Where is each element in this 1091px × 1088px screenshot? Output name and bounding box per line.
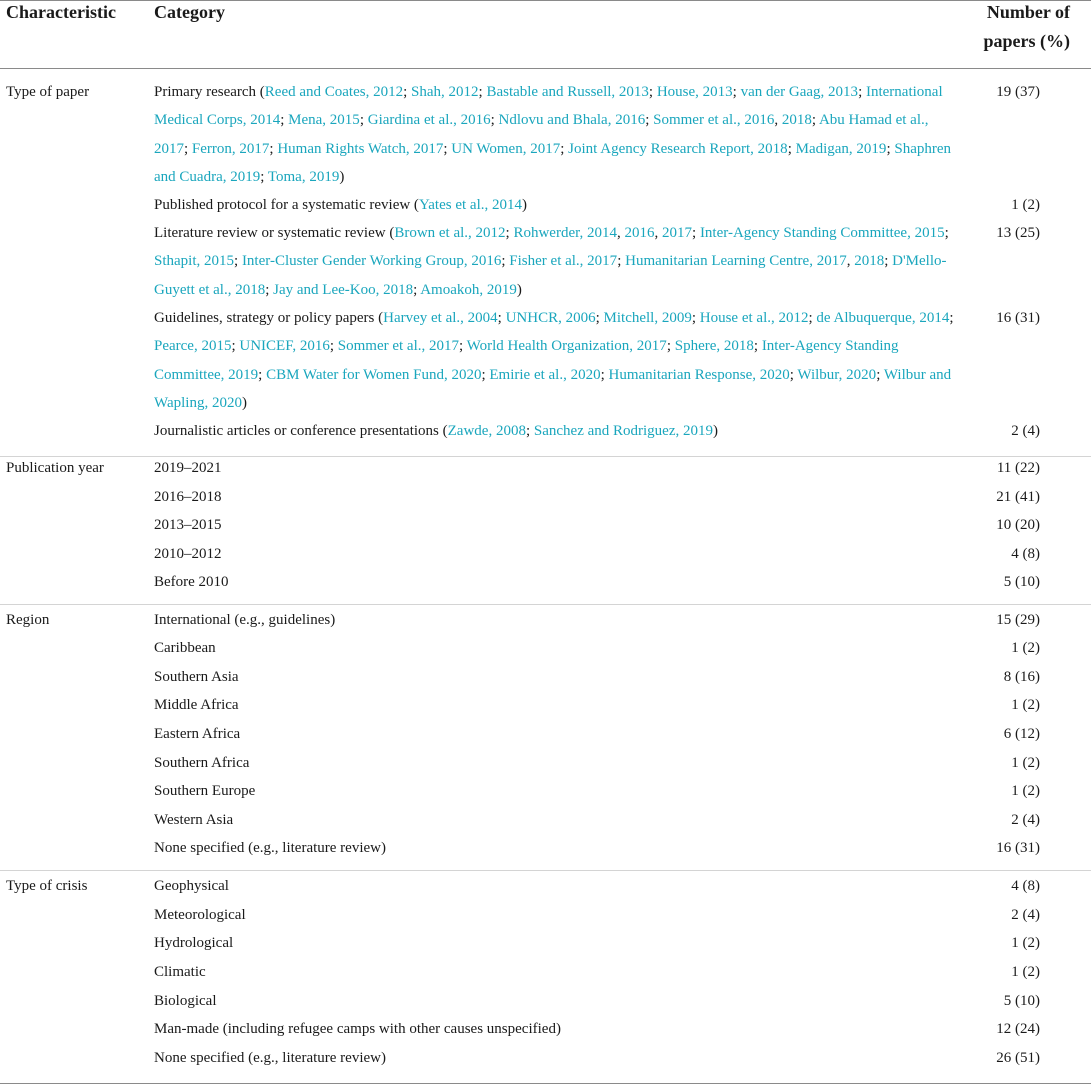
category-text: ; xyxy=(413,281,421,298)
count-cell: 4 (8) xyxy=(1011,878,1040,894)
category-cell xyxy=(154,777,954,805)
category-text: Biological xyxy=(154,993,217,1009)
category-text: ) xyxy=(339,169,345,186)
category-text: 2016–2018 xyxy=(154,489,222,505)
count-cell: 4 (8) xyxy=(1011,546,1040,562)
reference-link[interactable]: van der Gaag, 2013 xyxy=(740,84,859,100)
reference-link[interactable]: Madigan, 2019 xyxy=(795,140,887,157)
category-text: , xyxy=(617,225,625,241)
category-text: , xyxy=(846,253,855,270)
category-cell xyxy=(154,568,954,596)
reference-link[interactable]: Rohwerder, 2014 xyxy=(513,225,618,241)
category-cell xyxy=(154,872,954,900)
reference-link[interactable]: Amoakoh, 2019 xyxy=(420,281,517,298)
reference-link[interactable]: Shah, 2012 xyxy=(411,84,479,100)
category-text: 2010–2012 xyxy=(154,546,222,562)
category-text: ; xyxy=(234,253,242,270)
reference-link[interactable]: House, 2013 xyxy=(656,84,733,100)
category-cell xyxy=(154,1015,954,1043)
reference-link[interactable]: UNICEF, 2016 xyxy=(239,338,330,355)
reference-link[interactable]: Emirie et al., 2020 xyxy=(489,366,601,383)
count-cell: 8 (16) xyxy=(1003,669,1040,685)
count-cell: 1 (2) xyxy=(1011,197,1040,213)
count-cell: 16 (31) xyxy=(996,840,1040,856)
category-text: 2019–2021 xyxy=(154,460,222,476)
category-text: ; xyxy=(666,338,675,355)
count-cell: 12 (24) xyxy=(996,1021,1040,1037)
category-text: ; xyxy=(645,112,654,129)
reference-link[interactable]: Reed and Coates, 2012 xyxy=(264,84,404,100)
count-cell: 1 (2) xyxy=(1011,640,1040,656)
category-text: Eastern Africa xyxy=(154,726,241,742)
reference-link[interactable]: Inter-Agency Standing Committee, 2015 xyxy=(699,225,945,241)
category-text: ; xyxy=(811,112,819,129)
category-text: ; xyxy=(269,140,278,157)
section-divider xyxy=(0,870,1091,871)
category-text: Climatic xyxy=(154,964,206,980)
category-text: Middle Africa xyxy=(154,697,239,713)
category-cell xyxy=(154,454,954,482)
category-text: Before 2010 xyxy=(154,574,229,590)
header-count-line1: Number of xyxy=(986,2,1070,22)
reference-link[interactable]: UN Women, 2017 xyxy=(451,140,561,157)
category-text: ; xyxy=(560,140,569,157)
category-text: ; xyxy=(231,338,240,355)
category-text: Southern Asia xyxy=(154,669,239,685)
category-text: ; xyxy=(359,112,368,129)
reference-link[interactable]: Human Rights Watch, 2017 xyxy=(277,140,444,157)
header-count-line2: papers (%) xyxy=(983,31,1070,51)
count-cell: 2 (4) xyxy=(1011,907,1040,923)
category-text: ; xyxy=(949,310,954,326)
reference-link[interactable]: Pearce, 2015 xyxy=(154,338,232,355)
category-cell xyxy=(154,483,954,511)
category-text: ; xyxy=(481,366,490,383)
characteristic-cell: Region xyxy=(6,612,50,628)
category-text: Caribbean xyxy=(154,640,216,656)
reference-link[interactable]: Wilbur and Wapling, 2020 xyxy=(154,366,952,412)
reference-link[interactable]: Toma, 2019 xyxy=(267,169,340,186)
category-text: ; xyxy=(505,225,514,241)
reference-link[interactable]: Bastable and Russell, 2013 xyxy=(486,84,649,100)
reference-link[interactable]: 2018 xyxy=(781,112,812,129)
category-cell xyxy=(154,929,954,957)
header-characteristic: Characteristic xyxy=(6,2,116,22)
category-text: International (e.g., guidelines) xyxy=(154,612,336,628)
category-text: ; xyxy=(329,338,338,355)
reference-link[interactable]: Fisher et al., 2017 xyxy=(509,253,618,270)
category-text: 2013–2015 xyxy=(154,517,222,533)
category-cell xyxy=(154,663,954,691)
count-cell: 1 (2) xyxy=(1011,697,1040,713)
category-text: None specified (e.g., literature review) xyxy=(154,1050,386,1066)
category-text: Primary research ( xyxy=(154,84,265,100)
category-text: ; xyxy=(944,225,949,241)
reference-link[interactable]: Sthapit, 2015 xyxy=(154,253,235,270)
category-text: ; xyxy=(265,281,274,298)
reference-link[interactable]: Mitchell, 2009 xyxy=(603,310,692,326)
category-cell xyxy=(154,219,954,304)
count-cell: 16 (31) xyxy=(996,310,1040,326)
count-cell: 1 (2) xyxy=(1011,783,1040,799)
count-cell: 15 (29) xyxy=(996,612,1040,628)
reference-link[interactable]: Sommer et al., 2017 xyxy=(337,338,460,355)
category-text: ; xyxy=(258,366,267,383)
count-cell: 1 (2) xyxy=(1011,935,1040,951)
reference-link[interactable]: Zawde, 2008 xyxy=(447,423,526,439)
category-cell xyxy=(154,634,954,662)
count-cell: 2 (4) xyxy=(1011,423,1040,439)
category-text: ; xyxy=(459,338,467,355)
reference-link[interactable]: 2018 xyxy=(854,253,885,270)
count-cell: 5 (10) xyxy=(1003,574,1040,590)
category-text: ; xyxy=(443,140,452,157)
reference-link[interactable]: Brown et al., 2012 xyxy=(394,225,506,241)
count-cell: 21 (41) xyxy=(996,489,1040,505)
reference-link[interactable]: Ndlovu and Bhala, 2016 xyxy=(498,112,646,129)
reference-link[interactable]: Sanchez and Rodriguez, 2019 xyxy=(533,423,713,439)
category-text: ; xyxy=(184,140,192,157)
count-cell: 1 (2) xyxy=(1011,964,1040,980)
category-text: Southern Europe xyxy=(154,783,256,799)
count-cell: 2 (4) xyxy=(1011,812,1040,828)
reference-link[interactable]: Inter-Agency Standing Committee, 2019 xyxy=(154,338,899,383)
category-text: ; xyxy=(617,253,626,270)
category-text: ) xyxy=(241,395,247,412)
category-text: Meteorological xyxy=(154,907,246,923)
category-text: ; xyxy=(501,253,510,270)
reference-link[interactable]: Sommer et al., 2016 xyxy=(653,112,775,129)
reference-link[interactable]: D'Mello-Guyett et al., 2018 xyxy=(154,253,947,298)
section-divider xyxy=(0,456,1091,457)
reference-link[interactable]: House et al., 2012 xyxy=(699,310,809,326)
reference-link[interactable]: Jay and Lee-Koo, 2018 xyxy=(273,281,414,298)
category-cell xyxy=(154,834,954,862)
reference-link[interactable]: Shaphren and Cuadra, 2019 xyxy=(154,140,952,186)
reference-link[interactable]: Mena, 2015 xyxy=(288,112,360,129)
category-text: ; xyxy=(886,140,895,157)
category-cell xyxy=(154,191,954,219)
reference-link[interactable]: International Medical Corps, 2014 xyxy=(154,84,943,129)
category-text: ; xyxy=(753,338,762,355)
category-cell xyxy=(154,511,954,539)
category-text: Southern Africa xyxy=(154,755,250,771)
category-text: ; xyxy=(525,423,534,439)
category-text: ; xyxy=(403,84,412,100)
count-cell: 5 (10) xyxy=(1003,993,1040,1009)
reference-link[interactable]: Yates et al., 2014 xyxy=(418,197,522,213)
category-text: , xyxy=(774,112,782,129)
reference-link[interactable]: UNHCR, 2006 xyxy=(505,310,596,326)
header-bottom-rule xyxy=(0,68,1091,69)
reference-link[interactable]: Humanitarian Response, 2020 xyxy=(608,366,790,383)
category-text: Journalistic articles or conference presentations ( xyxy=(154,423,448,439)
reference-link[interactable]: Harvey et al., 2004 xyxy=(383,310,498,326)
reference-link[interactable]: World Health Organization, 2017 xyxy=(466,338,667,355)
count-cell: 1 (2) xyxy=(1011,755,1040,771)
reference-link[interactable]: Sphere, 2018 xyxy=(674,338,754,355)
category-text: Hydrological xyxy=(154,935,234,951)
category-text: None specified (e.g., literature review) xyxy=(154,840,386,856)
reference-link[interactable]: Ferron, 2017 xyxy=(191,140,270,157)
header-category: Category xyxy=(154,2,225,22)
reference-link[interactable]: Abu Hamad et al., 2017 xyxy=(154,112,929,157)
category-text: ; xyxy=(595,310,604,326)
category-text: Man-made (including refugee camps with other causes unspecified) xyxy=(154,1021,561,1037)
count-cell: 10 (20) xyxy=(996,517,1040,533)
reference-link[interactable]: Humanitarian Learning Centre, 2017 xyxy=(625,253,847,270)
category-cell xyxy=(154,901,954,929)
reference-link[interactable]: CBM Water for Women Fund, 2020 xyxy=(266,366,482,383)
category-text: , xyxy=(654,225,663,241)
category-text: Literature review or systematic review ( xyxy=(154,225,395,241)
category-cell xyxy=(154,304,954,418)
category-text: ; xyxy=(884,253,893,270)
category-text: ; xyxy=(497,310,506,326)
category-text: ; xyxy=(787,140,796,157)
category-text: ; xyxy=(858,84,866,100)
category-text: Geophysical xyxy=(154,878,229,894)
category-text: Published protocol for a systematic review ( xyxy=(154,197,419,213)
category-cell xyxy=(154,987,954,1015)
characteristic-cell: Type of paper xyxy=(6,84,90,100)
category-text: ) xyxy=(713,423,718,439)
category-text: ; xyxy=(490,112,499,129)
section-divider xyxy=(0,604,1091,605)
category-text: ; xyxy=(280,112,289,129)
category-text: ) xyxy=(522,197,527,213)
reference-link[interactable]: Giardina et al., 2016 xyxy=(367,112,491,129)
category-cell xyxy=(154,958,954,986)
count-cell: 11 (22) xyxy=(996,460,1040,476)
category-text: ; xyxy=(691,310,700,326)
table-bottom-rule xyxy=(0,1083,1091,1084)
category-text: ; xyxy=(692,225,700,241)
category-cell xyxy=(154,1044,954,1072)
count-cell: 13 (25) xyxy=(996,225,1040,241)
category-cell xyxy=(154,417,954,445)
category-text: ; xyxy=(260,169,268,186)
count-cell: 19 (37) xyxy=(996,84,1040,100)
category-text: ) xyxy=(516,281,522,298)
category-cell xyxy=(154,691,954,719)
reference-link[interactable]: 2017 xyxy=(662,225,693,241)
category-text: Guidelines, strategy or policy papers ( xyxy=(154,310,384,326)
category-cell xyxy=(154,78,954,192)
category-text: ; xyxy=(478,84,487,100)
reference-link[interactable]: Wilbur, 2020 xyxy=(797,366,877,383)
reference-link[interactable]: de Albuquerque, 2014 xyxy=(816,310,950,326)
category-cell xyxy=(154,749,954,777)
category-text: ; xyxy=(808,310,817,326)
category-text: ; xyxy=(876,366,884,383)
category-text: ; xyxy=(600,366,609,383)
characteristic-cell: Publication year xyxy=(6,460,104,476)
characteristic-cell: Type of crisis xyxy=(6,878,88,894)
category-cell xyxy=(154,606,954,634)
reference-link[interactable]: Inter-Cluster Gender Working Group, 2016 xyxy=(241,253,502,270)
reference-link[interactable]: 2016 xyxy=(624,225,655,241)
category-text: ; xyxy=(648,84,657,100)
category-cell xyxy=(154,720,954,748)
category-cell xyxy=(154,540,954,568)
category-cell xyxy=(154,806,954,834)
header-count xyxy=(940,0,1070,56)
reference-link[interactable]: Joint Agency Research Report, 2018 xyxy=(568,140,788,157)
count-cell: 6 (12) xyxy=(1003,726,1040,742)
category-text: ; xyxy=(789,366,798,383)
count-cell: 26 (51) xyxy=(996,1050,1040,1066)
category-text: Western Asia xyxy=(154,812,234,828)
category-text: ; xyxy=(732,84,741,100)
